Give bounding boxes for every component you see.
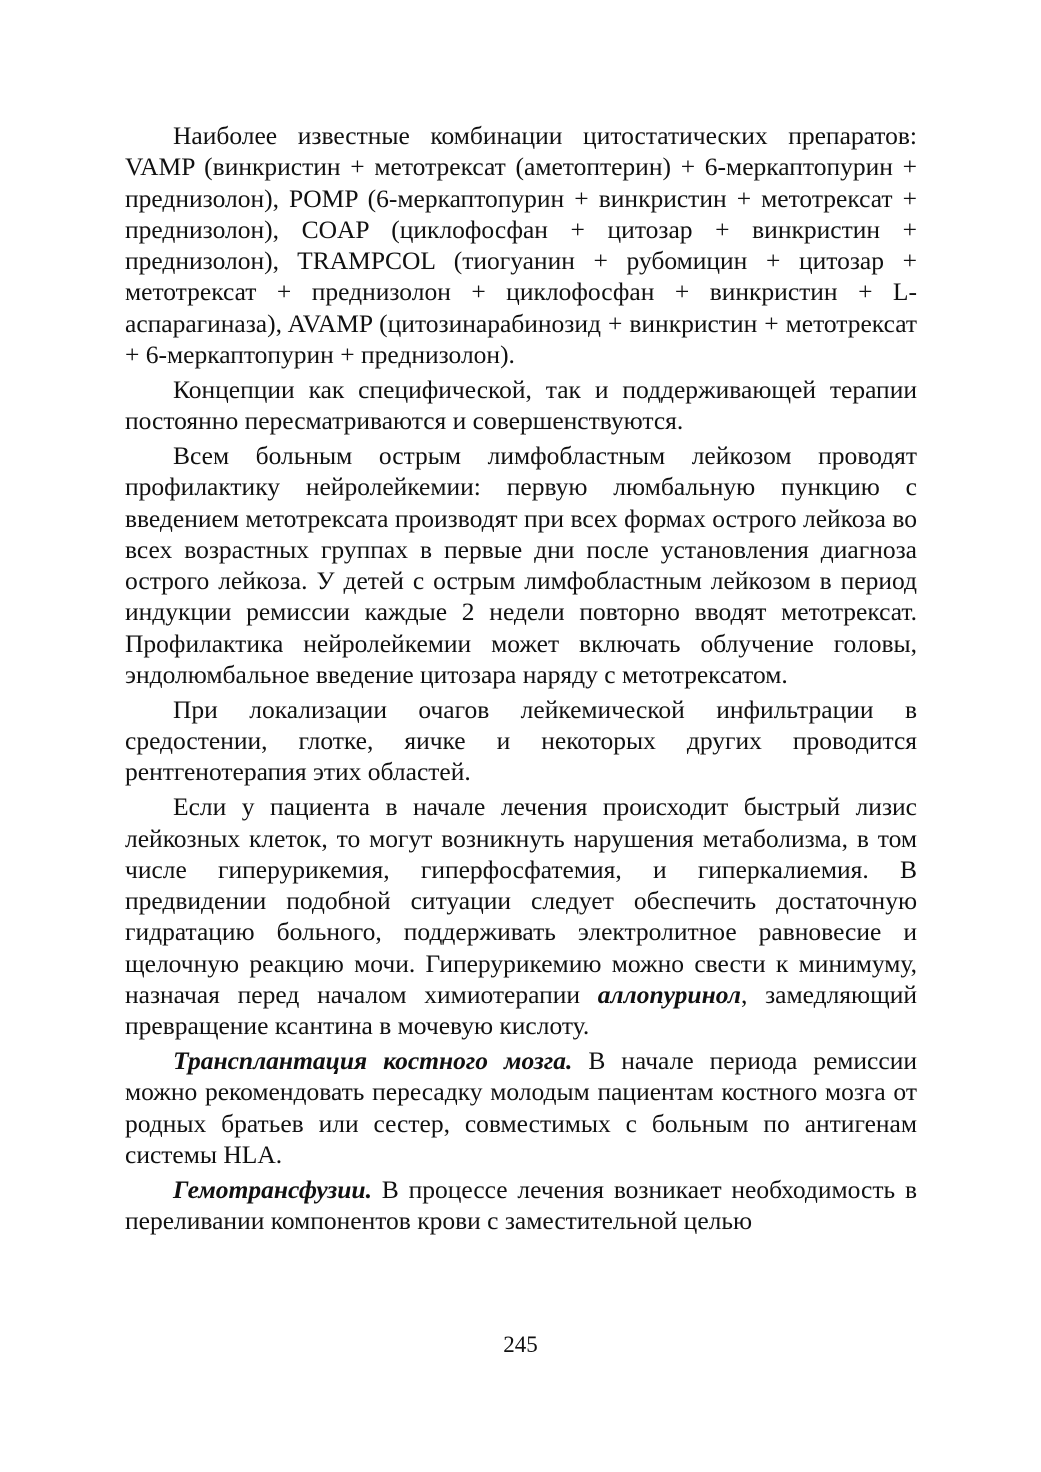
body-text (125, 120, 917, 1236)
paragraph-drug-combinations: Наиболее известные комбинации цитостатических препаратов: VAMP (винкристин + метотрексат (аметоптерин) + 6-меркаптопурин + преднизолон), POMP (6-меркаптопурин + винкристин + метотрексат + преднизолон), COAP (циклофосфан + цитозар + винкристин + преднизолон), TRAMPCOL (тиогуанин + рубомицин + цитозар + метотрексат + преднизолон + циклофосфан + винкристин + L-аспарагиназа), AVAMP (цитозинарабинозид + винкристин + метотрексат + 6-меркаптопурин + преднизолон). (125, 121, 917, 370)
paragraph-neuroleukemia-prophylaxis: Всем больным острым лимфобластным лейкозом проводят профилактику нейролейкемии: первую люмбальную пункцию с введением метотрексата производят при всех формах острого лейкоза во всех возрастных группах в первые дни после установления диагноза острого лейкоза. У детей с острым лимфобластным лейкозом в период индукции ремиссии каждые 2 недели повторно вводят метотрексат. Профилактика нейролейкемии может включать облучение головы, эндолюмбальное введение цитозара наряду с метотрексатом. (125, 440, 917, 690)
page-number: 245 (503, 1332, 538, 1357)
paragraph-radiotherapy: При локализации очагов лейкемической инфильтрации в средостении, глотке, яичке и некоторых других проводится рентгенотерапия этих областей. (125, 694, 917, 787)
metabolic-text-after: , замедляющий превращение ксантина в мочевую кислоту. (125, 980, 918, 1041)
paragraph-metabolic-disorders (125, 791, 917, 1041)
bone-marrow-transplant-text: В начале периода ремиссии можно рекомендовать пересадку молодым пациентам костного мозга от родных братьев или сестер, совместимых с больным по антигенам системы HLA. (125, 1046, 917, 1169)
bone-marrow-transplant-heading: Трансплантация костного мозга. (173, 1046, 573, 1076)
allopurinol-emphasis: аллопуринол (597, 980, 741, 1010)
paragraph-hemotransfusion (125, 1174, 917, 1237)
paragraph-bone-marrow-transplant (125, 1045, 917, 1170)
paragraph-therapy-concepts: Концепции как специфической, так и поддерживающей терапии постоянно пересматриваются и совершенствуются. (125, 374, 917, 436)
hemotransfusion-text: В процессе лечения возникает необходимость в переливании компонентов крови с заместительной целью (125, 1174, 917, 1236)
metabolic-text-before: Если у пациента в начале лечения происходит быстрый лизис лейкозных клеток, то могут возникнуть нарушения метаболизма, в том числе гиперурикемия, гиперфосфатемия, и гиперкалиемия. В предвидении подобной ситуации следует обеспечить достаточную гидратацию больного, поддерживать электролитное равновесие и щелочную реакцию мочи. Гиперурикемию можно свести к минимуму, назначая перед началом химиотерапии (125, 792, 917, 1010)
hemotransfusion-heading: Гемотрансфузии. (173, 1174, 372, 1204)
